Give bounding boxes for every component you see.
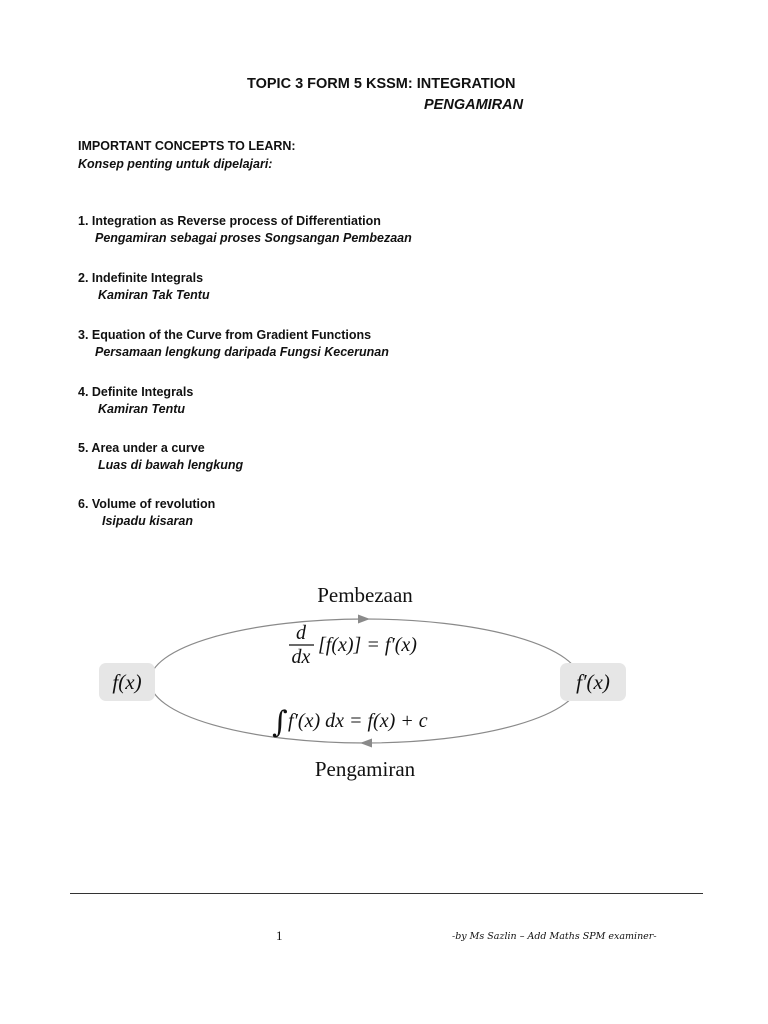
right-node-label: f′(x) — [576, 670, 610, 694]
footer-credit: -by Ms Sazlin – Add Maths SPM examiner- — [452, 931, 657, 942]
left-node-label: f(x) — [112, 670, 142, 694]
page-title: TOPIC 3 FORM 5 KSSM: INTEGRATION — [247, 76, 516, 92]
topic-label: 6. Volume of revolution — [78, 497, 216, 511]
topic-label: 2. Indefinite Integrals — [78, 271, 204, 285]
topic-label: 1. Integration as Reverse process of Differentiation — [78, 214, 381, 228]
topic-translation: Pengamiran sebagai proses Songsangan Pembezaan — [95, 231, 412, 245]
arrow-left-icon — [360, 739, 372, 748]
differentiation-label: Pembezaan — [317, 583, 413, 607]
topic-item-6 — [78, 497, 215, 528]
integral-expression: f′(x) dx = f(x) + c — [288, 710, 428, 732]
page-subtitle: PENGAMIRAN — [424, 97, 524, 113]
topic-label: 5. Area under a curve — [78, 441, 205, 455]
topic-item-3 — [78, 328, 389, 359]
derivative-expression: [f(x)] = f′(x) — [318, 634, 417, 656]
concepts-heading-translation: Konsep penting untuk dipelajari: — [78, 157, 273, 171]
topic-item-4 — [78, 385, 193, 416]
topic-item-2 — [78, 271, 210, 302]
topic-translation: Kamiran Tak Tentu — [98, 288, 210, 302]
topic-translation: Kamiran Tentu — [98, 402, 186, 416]
topic-translation: Isipadu kisaran — [102, 514, 194, 528]
derivative-denominator: dx — [291, 646, 311, 668]
topic-label: 3. Equation of the Curve from Gradient Functions — [78, 328, 372, 342]
concepts-heading: IMPORTANT CONCEPTS TO LEARN: — [78, 139, 296, 153]
footer-divider — [70, 893, 703, 894]
integration-label: Pengamiran — [314, 757, 416, 781]
topic-translation: Persamaan lengkung daripada Fungsi Kecerunan — [95, 345, 389, 359]
derivative-numerator: d — [296, 622, 306, 644]
page-number: 1 — [276, 928, 283, 943]
integration-cycle-diagram — [90, 575, 640, 790]
topic-translation: Luas di bawah lengkung — [98, 458, 244, 472]
topic-label: 4. Definite Integrals — [78, 385, 194, 399]
arrow-right-icon — [358, 615, 370, 624]
topic-item-1 — [78, 214, 412, 245]
topic-item-5 — [78, 441, 243, 472]
integral-sign: ∫ — [272, 705, 288, 740]
